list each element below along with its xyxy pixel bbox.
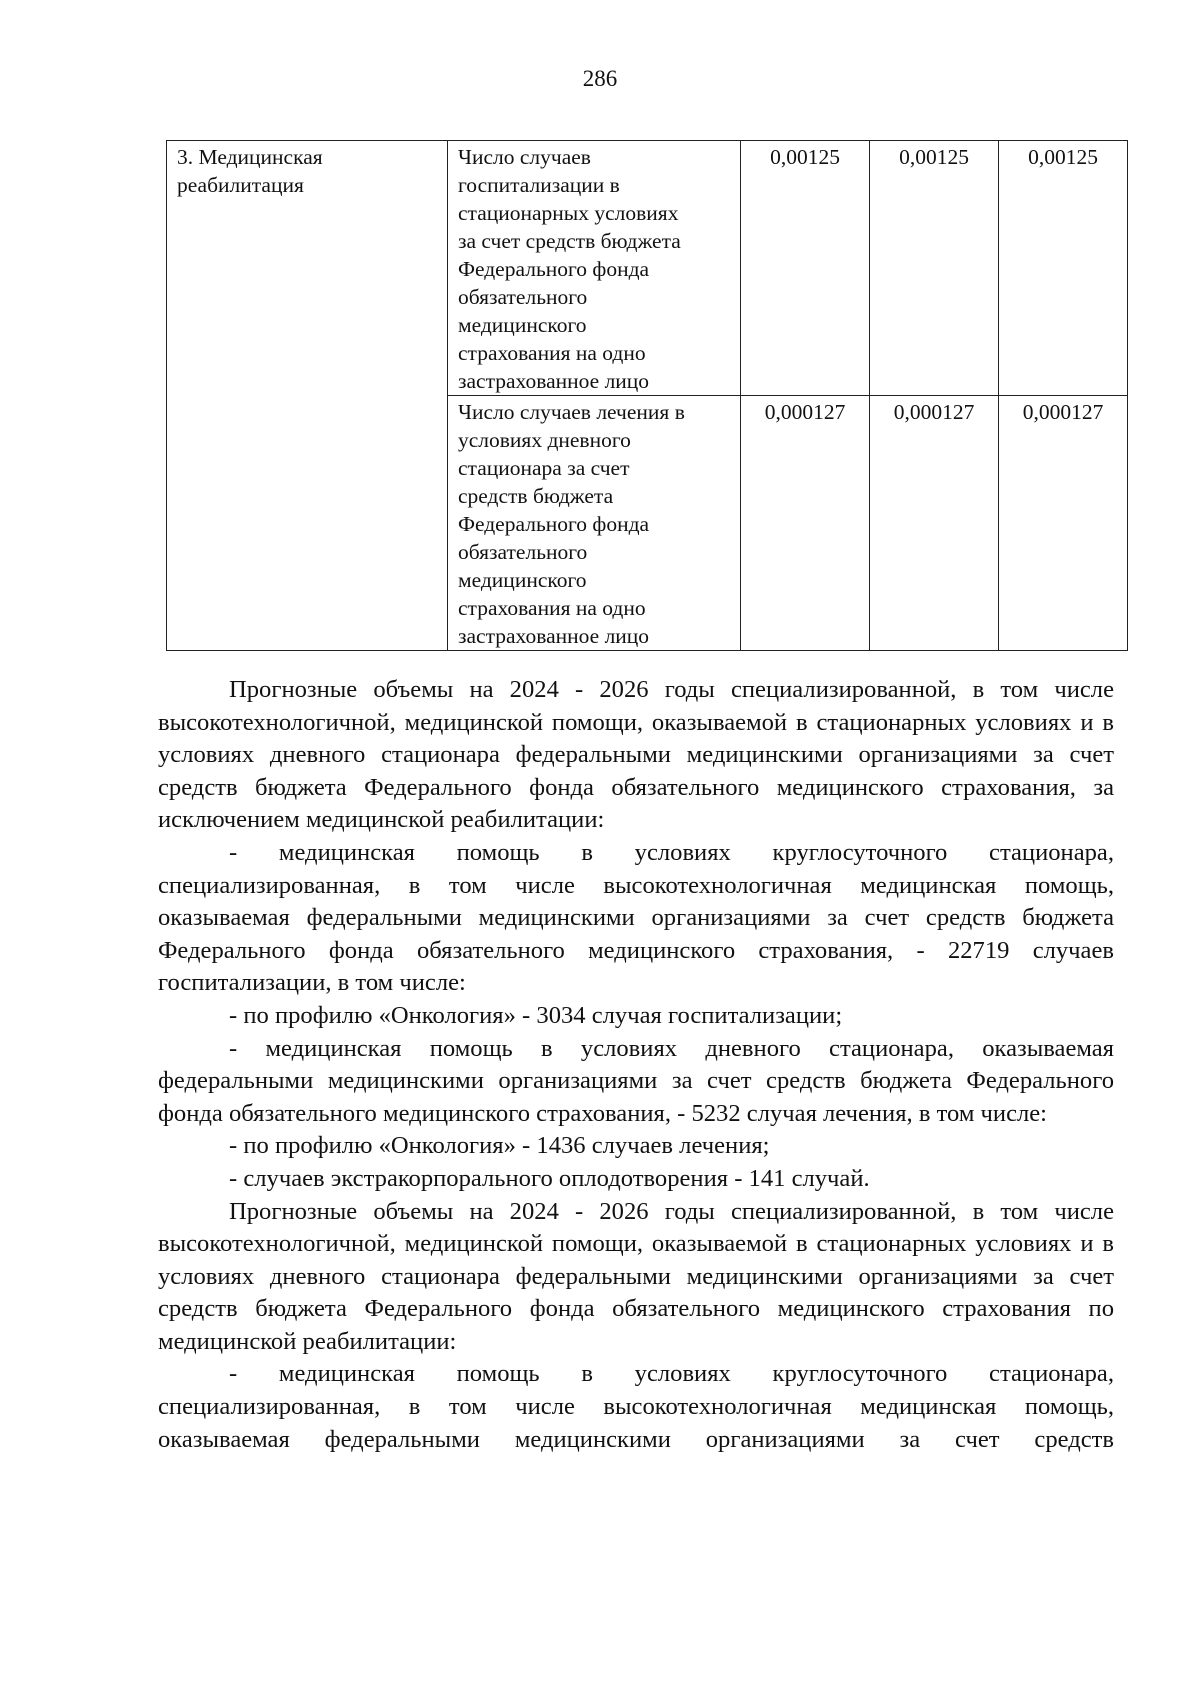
section-label: 3. Медицинская реабилитация	[177, 145, 323, 197]
value-cell: 0,000127	[741, 396, 870, 651]
value-cell: 0,000127	[999, 396, 1128, 651]
paragraph: - случаев экстракорпорального оплодотворения - 141 случай.	[229, 1164, 870, 1192]
value-cell: 0,00125	[999, 141, 1128, 396]
indicator-text: Число случаев госпитализации в стационарных условиях за счет средств бюджета Федерального фонда обязательного медицинского страхования на одно застрахованное лицо	[458, 145, 681, 393]
paragraph: - медицинская помощь в условиях круглосуточного стационара, специализированная, в том числе высокотехнологичная медицинская помощь, оказываемая федеральными медицинскими организациями за счет средств	[158, 1360, 1114, 1453]
paragraph: - медицинская помощь в условиях круглосуточного стационара, специализированная, в том числе высокотехнологичная медицинская помощь, оказываемая федеральными медицинскими организациями за счет средств бюджета Федерального фонда обязательного медицинского страхования, - 22719 случаев госпитализации, в том числе:	[158, 838, 1114, 997]
page-number: 286	[582, 66, 618, 91]
value-cell: 0,00125	[741, 141, 870, 396]
table-row	[167, 141, 1128, 396]
value-cell: 0,000127	[870, 396, 999, 651]
paragraph: - по профилю «Онкология» - 3034 случая госпитализации;	[229, 1001, 843, 1029]
value-cell: 0,00125	[870, 141, 999, 396]
section-cell	[167, 141, 448, 651]
body-text	[158, 674, 1114, 1456]
indicator-cell	[448, 396, 741, 651]
indicator-text: Число случаев лечения в условиях дневного стационара за счет средств бюджета Федерального фонда обязательного медицинского страхования на одно застрахованное лицо	[458, 400, 685, 648]
paragraph: Прогнозные объемы на 2024 - 2026 годы специализированной, в том числе высокотехнологичной, медицинской помощи, оказываемой в стационарных условиях и в условиях дневного стационара федеральными медицинскими организациями за счет средств бюджета Федерального фонда обязательного медицинского страхования по медицинской реабилитации:	[158, 1197, 1114, 1355]
paragraph: - медицинская помощь в условиях дневного стационара, оказываемая федеральными медицинскими организациями за счет средств бюджета Федерального фонда обязательного медицинского страхования, - 5232 случая лечения, в том числе:	[158, 1034, 1114, 1127]
paragraph: - по профилю «Онкология» - 1436 случаев лечения;	[229, 1132, 770, 1160]
paragraph: Прогнозные объемы на 2024 - 2026 годы специализированной, в том числе высокотехнологичной, медицинской помощи, оказываемой в стационарных условиях и в условиях дневного стационара федеральными медицинскими организациями за счет средств бюджета Федерального фонда обязательного медицинского страхования, за исключением медицинской реабилитации:	[158, 676, 1114, 834]
indicator-cell	[448, 141, 741, 396]
indicator-table	[166, 140, 1128, 651]
